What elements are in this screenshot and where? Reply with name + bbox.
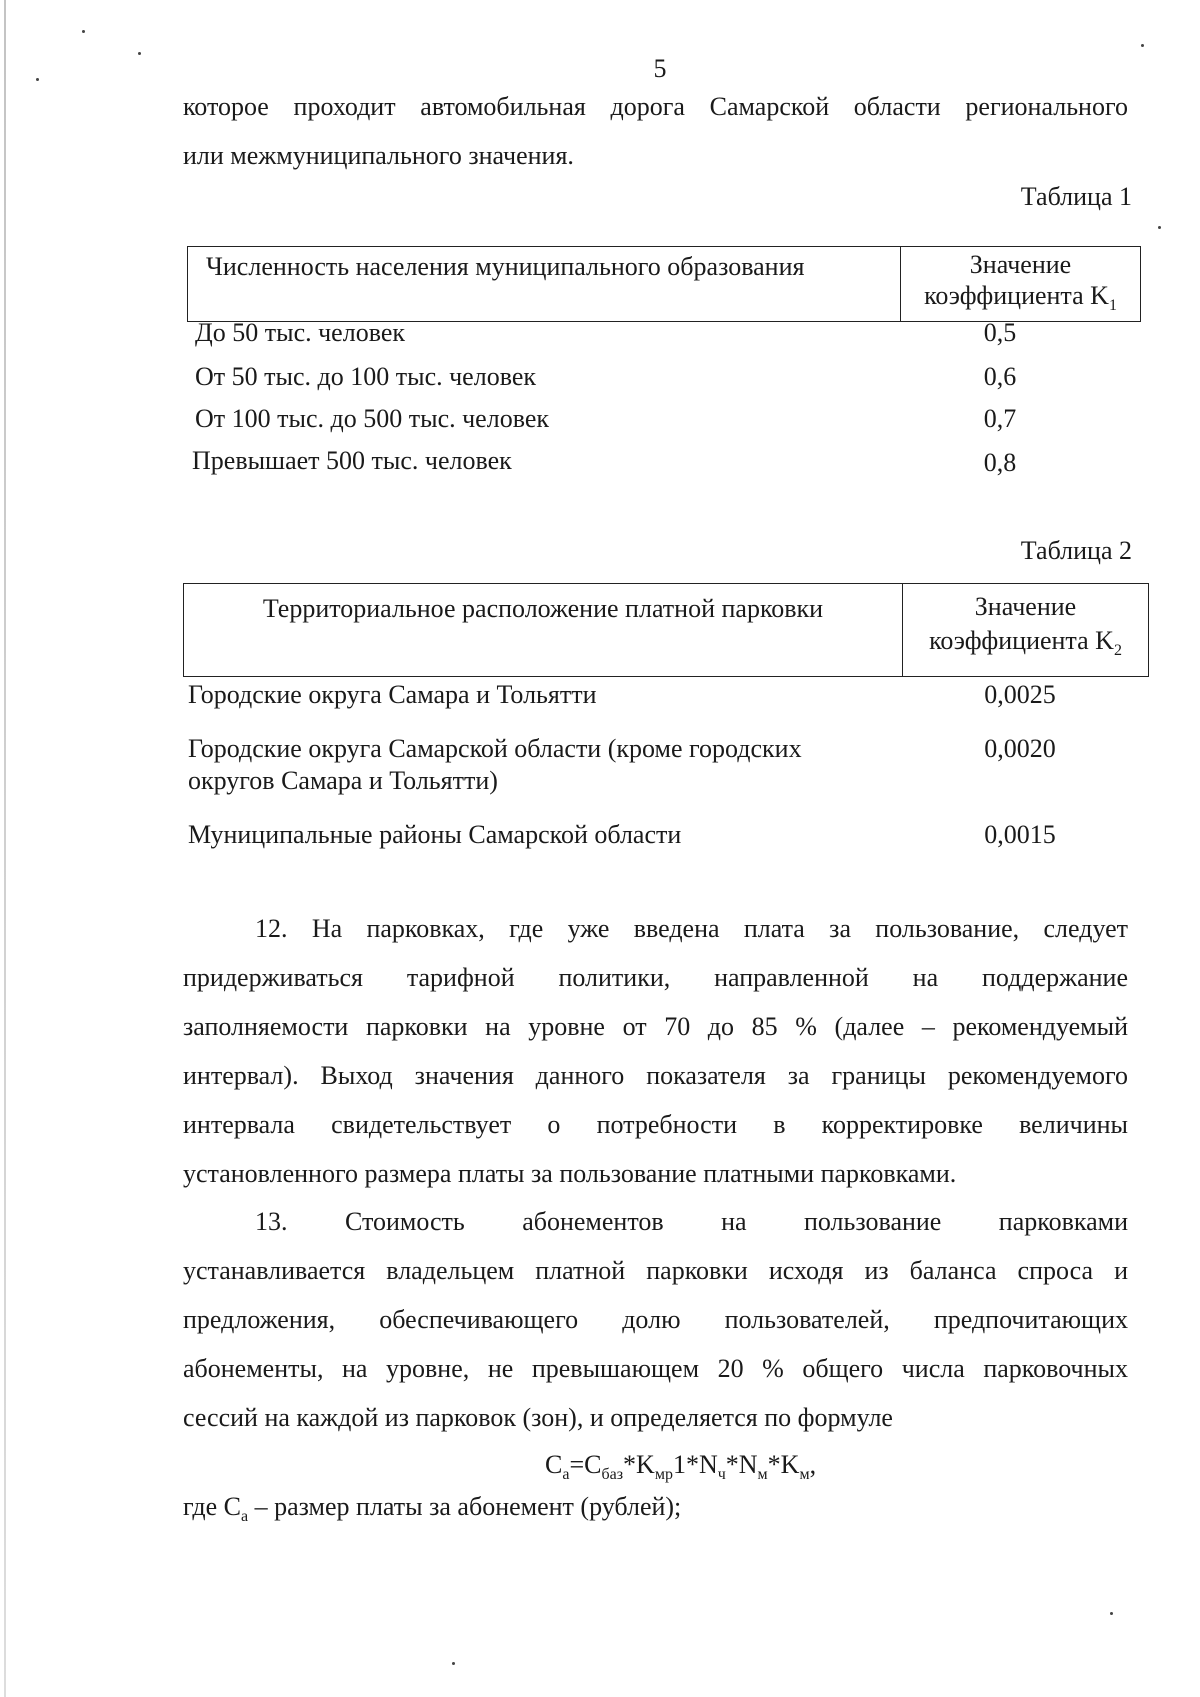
where-prefix: где C [183, 1492, 241, 1521]
table2-header [183, 583, 1149, 677]
formula-sub: м [757, 1466, 768, 1484]
where-sub: а [240, 1508, 249, 1526]
table2-row-label-cont: округов Самара и Тольятти) [188, 766, 498, 795]
where-text: – размер платы за абонемент (рублей); [248, 1492, 682, 1521]
table2-row-label: Муниципальные районы Самарской области [188, 820, 682, 849]
table1-row-value: 0,5 [983, 318, 1017, 347]
table2-header-col2-sub: 2 [1113, 642, 1122, 660]
table1-header-col1-text: Численность населения муниципального образования [206, 252, 805, 281]
scan-speck [36, 78, 39, 81]
table2-row-value: 0,0025 [984, 680, 1056, 709]
formula-part: *K [767, 1450, 800, 1479]
table2-header-col2-line1: Значение [974, 592, 1077, 621]
table2-row-label: Городские округа Самарской области (кроме городских [188, 734, 802, 763]
table1-header-col2-line2: коэффициента K [924, 281, 1109, 310]
table2-row-label: Городские округа Самара и Тольятти [188, 680, 597, 709]
scan-speck [452, 1662, 455, 1665]
table1-row-value: 0,6 [983, 362, 1017, 391]
scan-edge-line [4, 0, 6, 1697]
table2-row-value: 0,0020 [984, 734, 1056, 763]
table2-row-value: 0,0015 [984, 820, 1056, 849]
para12-line: интервал). Выход значения данного показателя за границы рекомендуемого [183, 1061, 1128, 1090]
table1-row-label: Превышает 500 тыс. человек [192, 446, 512, 475]
formula-part: C [545, 1450, 563, 1479]
formula-part: *N [725, 1450, 758, 1479]
scan-speck [82, 30, 85, 33]
para12-line: интервала свидетельствует о потребности в корректировке величины [183, 1110, 1128, 1139]
para12-line: придерживаться тарифной политики, направленной на поддержание [183, 963, 1128, 992]
scan-speck [1158, 226, 1161, 229]
intro-line-2: или межмуниципального значения. [183, 141, 574, 170]
table1-header-col2 [901, 247, 1141, 322]
scan-speck [138, 52, 141, 55]
table1-header [187, 246, 1141, 322]
table1-row-label: От 100 тыс. до 500 тыс. человек [195, 404, 549, 433]
table2-header-col1-text: Территориальное расположение платной парковки [262, 594, 824, 623]
page-number: 5 [653, 54, 667, 83]
formula-sub: а [562, 1466, 570, 1484]
para12-line: заполняемости парковки на уровне от 70 до 85 % (далее – рекомендуемый [183, 1012, 1128, 1041]
scan-speck [1141, 44, 1144, 47]
para13-line: сессий на каждой из парковок (зон), и определяется по формуле [183, 1403, 893, 1432]
table2-header-col1 [184, 584, 903, 677]
para12-line: 12. На парковках, где уже введена плата за пользование, следует [255, 914, 1128, 943]
intro-line-1: которое проходит автомобильная дорога Самарской области регионального [183, 92, 1128, 121]
where-definition [183, 1492, 681, 1526]
table1-header-col2-sub: 1 [1108, 297, 1117, 315]
table2-header-col2-line2: коэффициента K [929, 626, 1114, 655]
para13-line: предложения, обеспечивающего долю пользователей, предпочитающих [183, 1305, 1128, 1334]
scan-speck [1110, 1612, 1113, 1615]
formula-part: *K [623, 1450, 655, 1479]
formula-part: 1*N [672, 1450, 718, 1479]
table2-header-col2 [903, 584, 1149, 677]
para13-line: устанавливается владельцем платной парковки исходя из баланса спроса и [183, 1256, 1128, 1285]
table2-caption: Таблица 2 [1020, 536, 1132, 565]
table1-caption: Таблица 1 [1020, 182, 1132, 211]
formula-sub: баз [601, 1466, 624, 1484]
formula-part: , [809, 1450, 817, 1479]
formula-sub: ч [717, 1466, 726, 1484]
table1-row-label: До 50 тыс. человек [195, 318, 405, 347]
formula [545, 1450, 816, 1484]
table1-header-col1 [188, 247, 901, 322]
table1-row-label: От 50 тыс. до 100 тыс. человек [195, 362, 536, 391]
para13-line: абонементы, на уровне, не превышающем 20 % общего числа парковочных [183, 1354, 1128, 1383]
intro-paragraph [183, 82, 1128, 180]
table1-header-col2-line1: Значение [969, 250, 1072, 279]
paragraph-13 [183, 1197, 1128, 1442]
para13-line: 13. Стоимость абонементов на пользование парковками [255, 1207, 1128, 1236]
paragraph-12 [183, 904, 1128, 1198]
formula-sub: м [799, 1466, 810, 1484]
table1-row-value: 0,8 [983, 448, 1017, 477]
formula-sub: мр [654, 1466, 673, 1484]
formula-part: =C [569, 1450, 602, 1479]
table1-row-value: 0,7 [983, 404, 1017, 433]
para12-line: установленного размера платы за пользование платными парковками. [183, 1159, 957, 1188]
